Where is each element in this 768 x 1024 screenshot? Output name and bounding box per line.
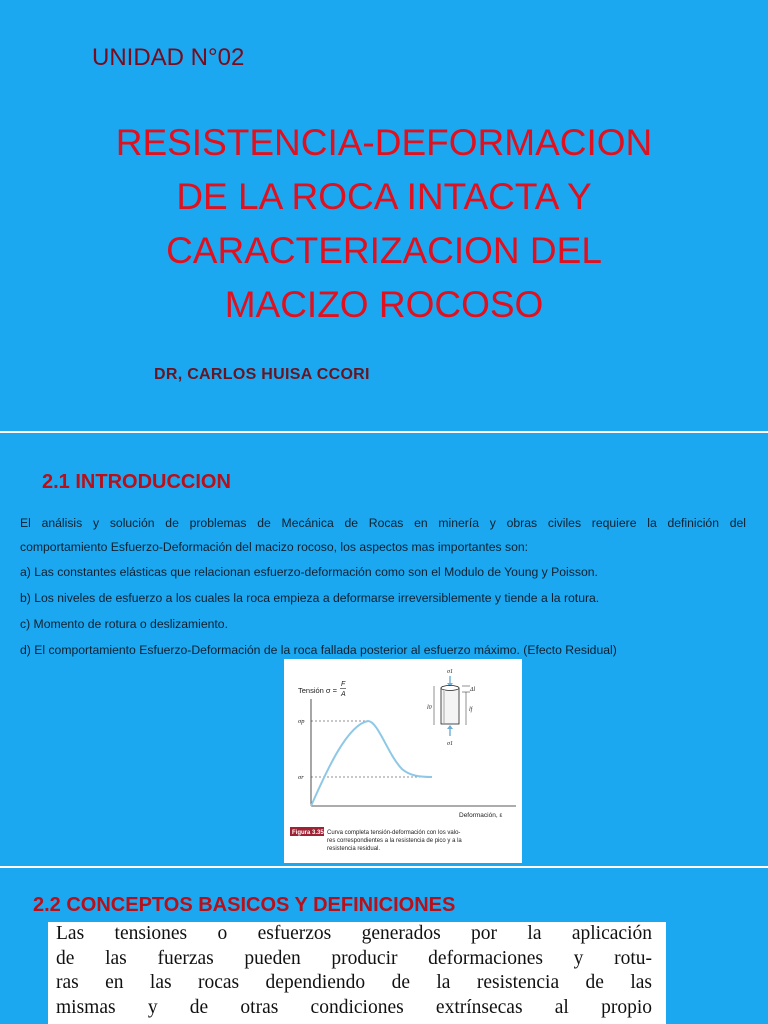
intro-line: comportamiento Esfuerzo-Deformación del macizo rocoso, los aspectos mas importantes son: xyxy=(20,540,529,554)
stress-strain-curve xyxy=(311,721,432,806)
concepts-slide xyxy=(0,868,768,1024)
residual-strength-label: σr xyxy=(298,774,304,781)
author-name: DR, CARLOS HUISA CCORI xyxy=(154,366,370,383)
scan-line: Las tensiones o esfuerzos generados por la aplicación xyxy=(56,923,652,944)
scan-line: de las fuerzas pueden producir deformaciones y rotu- xyxy=(56,947,652,969)
stress-strain-figure xyxy=(284,659,522,863)
list-item: a) Las constantes elásticas que relacionan esfuerzo-deformación como son el Modulo de Young y Poisson. xyxy=(20,565,598,579)
caption-line: res correspondientes a la resistencia de pico y a la xyxy=(327,838,462,844)
title-line: CARACTERIZACION DEL xyxy=(166,230,602,271)
x-axis-label: Deformación, ε xyxy=(459,812,503,819)
peak-strength-label: σp xyxy=(298,718,305,725)
scan-line: mismas y de otras condiciones extrínsecas al propio xyxy=(56,996,652,1018)
list-item: b) Los niveles de esfuerzo a los cuales la roca empieza a deformarse irreversiblemente y tiende a la rotura. xyxy=(20,591,600,605)
y-fraction-numerator: F xyxy=(341,681,346,688)
caption-line: resistencia residual. xyxy=(327,846,381,852)
y-axis-label: Tensión σ = xyxy=(298,686,338,695)
stress-strain-diagram xyxy=(284,659,522,863)
title-line: RESISTENCIA-DEFORMACION xyxy=(115,122,653,163)
section-heading: 2.1 INTRODUCCION xyxy=(42,471,231,493)
caption-line: Curva completa tensión-deformación con los valo- xyxy=(327,830,461,836)
intro-slide xyxy=(0,433,768,866)
delta-length-label: Δl xyxy=(470,687,476,693)
arrow-up-icon xyxy=(447,725,453,729)
final-length-label: lf xyxy=(469,707,473,713)
list-item: c) Momento de rotura o deslizamiento. xyxy=(20,617,228,631)
title-slide xyxy=(0,0,768,431)
sample-bottom-stress-label: σ1 xyxy=(447,741,453,747)
initial-length-label: l0 xyxy=(427,705,432,711)
unit-label: UNIDAD N°02 xyxy=(92,44,245,71)
title-line: DE LA ROCA INTACTA Y xyxy=(176,176,592,217)
intro-line: El análisis y solución de problemas de Mecánica de Rocas en minería y obras civiles requiere la definición del xyxy=(20,516,746,530)
figure-tag-text: Figura 3.35 xyxy=(292,830,324,836)
main-title xyxy=(0,116,768,332)
sample-top-stress-label: σ1 xyxy=(447,669,453,675)
section-heading: 2.2 CONCEPTOS BASICOS Y DEFINICIONES xyxy=(33,894,456,916)
y-fraction-denominator: A xyxy=(341,691,346,698)
list-item: d) El comportamiento Esfuerzo-Deformación de la roca fallada posterior al esfuerzo máximo. (Efecto Residual) xyxy=(20,643,617,657)
scan-line: ras en las rocas dependiendo de la resistencia de las xyxy=(56,972,652,993)
title-line: MACIZO ROCOSO xyxy=(224,284,544,325)
scanned-text-image xyxy=(48,922,666,1024)
intro-body xyxy=(20,511,746,663)
sample-top-face xyxy=(441,686,459,691)
